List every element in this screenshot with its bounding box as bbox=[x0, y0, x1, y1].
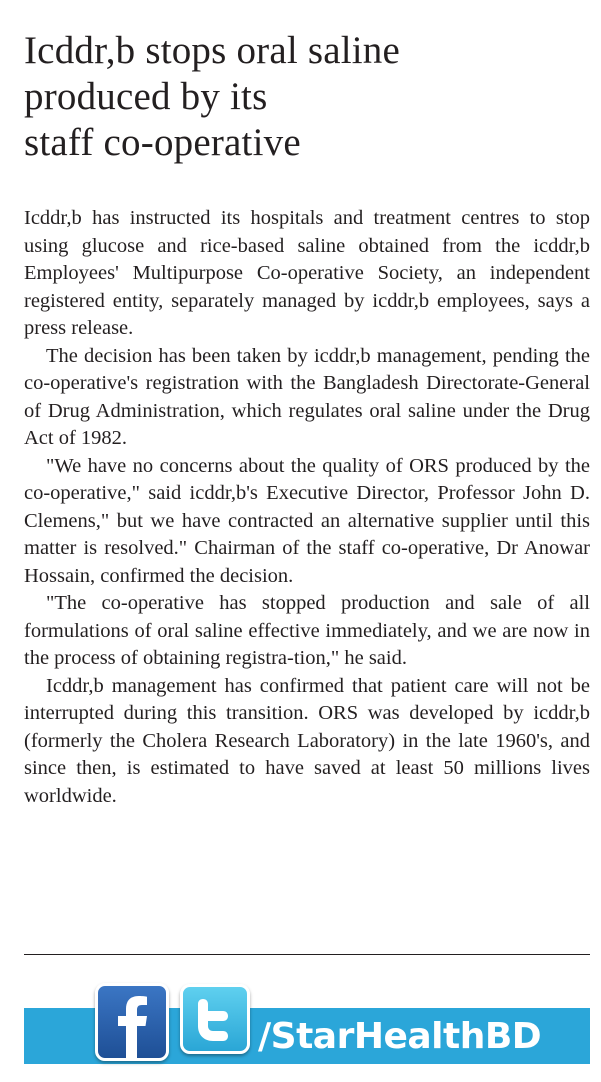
paragraph: Icddr,b management has confirmed that patient care will not be interrupted during this transition. ORS was developed by icddr,b (formerly the Cholera Research Laboratory) in the late 1960's, and since then, is estimated to have saved at least 50 millions lives worldwide. bbox=[24, 674, 590, 807]
facebook-icon[interactable] bbox=[95, 983, 169, 1061]
article-body bbox=[24, 205, 590, 810]
twitter-icon[interactable] bbox=[180, 984, 250, 1054]
divider bbox=[24, 954, 590, 955]
headline bbox=[24, 28, 590, 166]
headline-line: staff co-operative bbox=[24, 121, 301, 164]
headline-line: Icddr,b stops oral saline bbox=[24, 29, 401, 72]
article bbox=[24, 28, 590, 166]
social-handle[interactable]: /StarHealthBD bbox=[258, 1016, 542, 1057]
paragraph: The decision has been taken by icddr,b management, pending the co-operative's registration with the Bangladesh Directorate-General of Drug Administration, which regulates oral saline under the Drug Act of 1982. bbox=[24, 344, 590, 449]
headline-line: produced by its bbox=[24, 75, 268, 118]
paragraph: "The co-operative has stopped production and sale of all formulations of oral saline effective immediately, and we are now in the process of obtaining registra-tion," he said. bbox=[24, 592, 590, 669]
paragraph: Icddr,b has instructed its hospitals and treatment centres to stop using glucose and rice-based saline obtained from the icddr,b Employees' Multipurpose Co-operative Society, an independent registered entity, separately managed by icddr,b employees, says a press release. bbox=[24, 207, 590, 339]
paragraph: "We have no concerns about the quality of ORS produced by the co-operative," said icddr,b's Executive Director, Professor John D. Clemens," but we have contracted an alternative supplier until this matter is resolved." Chairman of the staff co-operative, Dr Anowar Hossain, confirmed the decision. bbox=[24, 454, 590, 587]
